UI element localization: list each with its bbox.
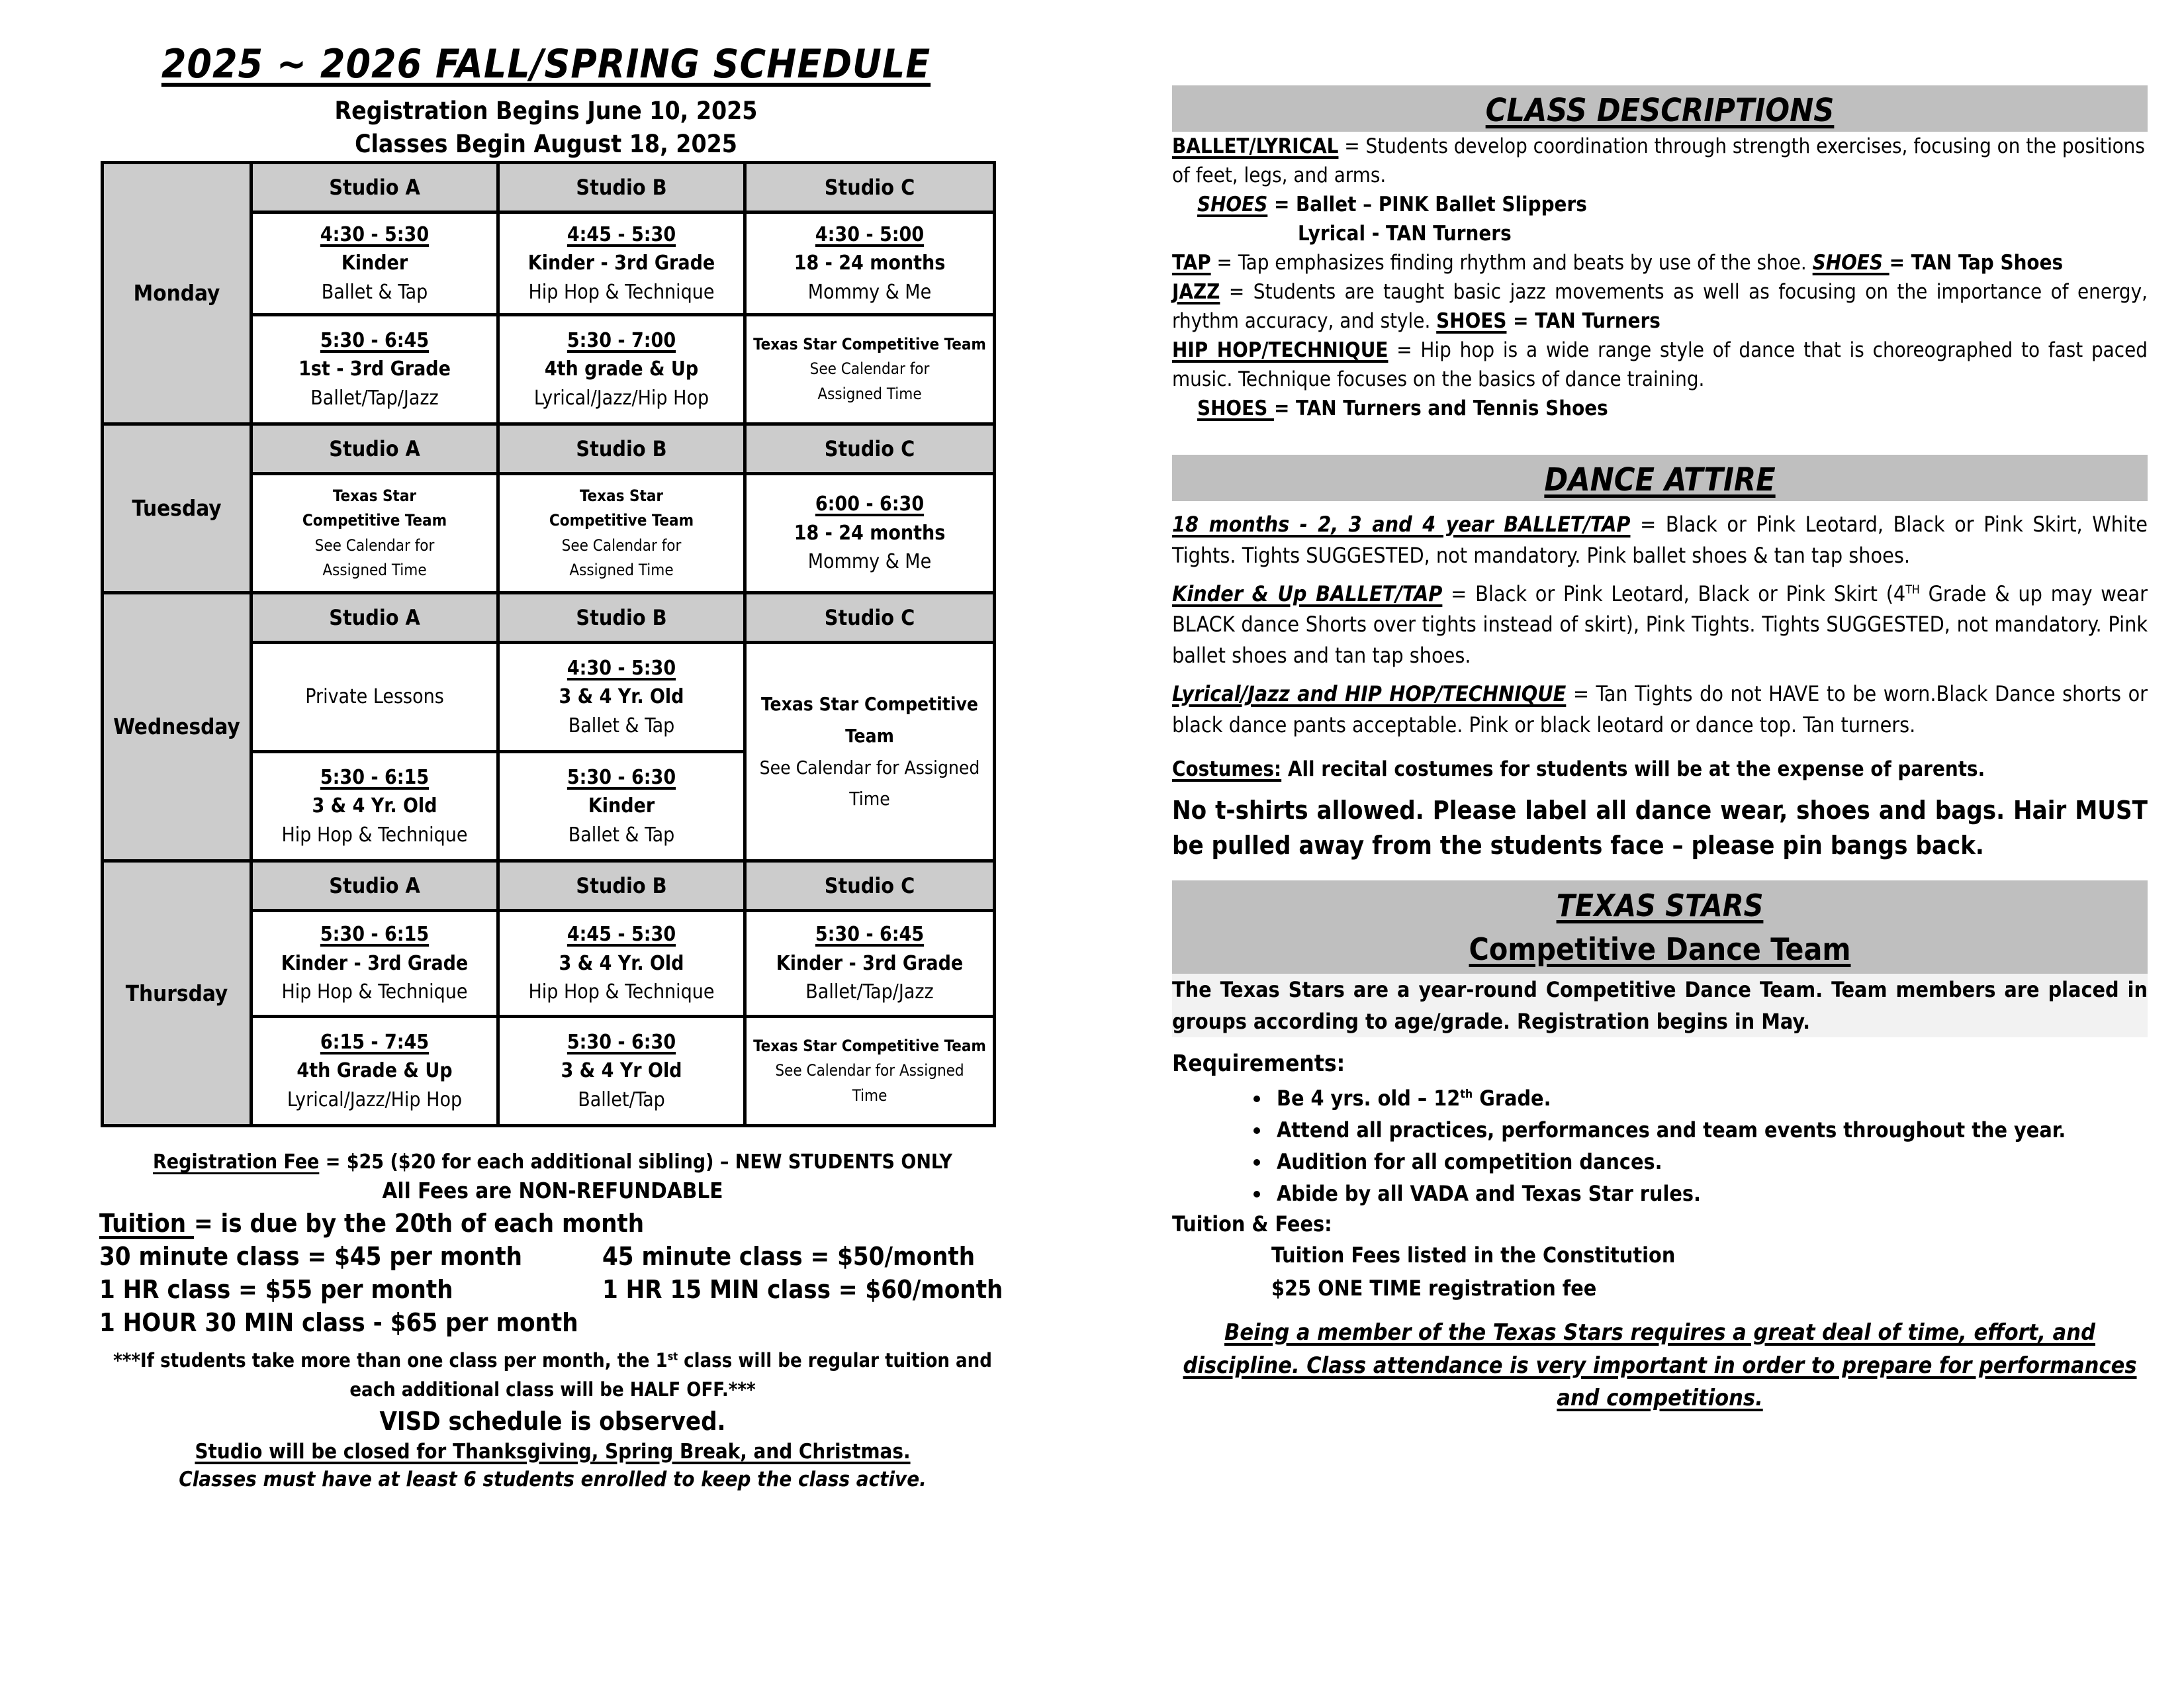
- class-cell: [251, 315, 498, 424]
- tuition-fee-item: Tuition Fees listed in the Constitution: [1271, 1243, 1676, 1268]
- ballet-label: BALLET/LYRICAL: [1172, 134, 1339, 158]
- tuition-fee-item: $25 ONE TIME registration fee: [1271, 1275, 1597, 1301]
- non-refundable-note: All Fees are NON-REFUNDABLE: [382, 1178, 723, 1203]
- class-style: Ballet & Tap: [568, 823, 675, 847]
- class-age: Kinder: [588, 794, 655, 818]
- costumes-label: Costumes:: [1172, 757, 1282, 781]
- registration-begins: Registration Begins June 10, 2025: [334, 97, 758, 125]
- attire-label: 18 months - 2, 3 and 4 year BALLET/TAP: [1172, 512, 1631, 538]
- class-style: Lyrical/Jazz/Hip Hop: [533, 386, 709, 410]
- class-time: 5:30 - 6:15: [320, 923, 430, 947]
- class-style: Mommy & Me: [807, 550, 932, 574]
- class-style: Ballet/Tap: [578, 1088, 665, 1111]
- class-style: Hip Hop & Technique: [528, 280, 715, 304]
- team-name: Texas Star Competitive Team: [753, 335, 986, 354]
- req-text: Grade.: [1473, 1085, 1551, 1111]
- note-text: ***If students take more than one class per month, the 1: [113, 1349, 668, 1372]
- classes-begin: Classes Begin August 18, 2025: [355, 130, 737, 158]
- class-age: 3 & 4 Yr. Old: [559, 951, 684, 975]
- day-label-thursday: Thursday: [103, 861, 251, 1126]
- class-time: 5:30 - 6:30: [567, 1030, 676, 1054]
- class-age: 18 - 24 months: [794, 252, 946, 275]
- class-time: 5:30 - 6:30: [567, 765, 676, 789]
- class-age: Kinder - 3rd Grade: [527, 252, 715, 275]
- registration-fee-label: Registration Fee: [153, 1150, 320, 1174]
- monday-studio-header-row: [103, 163, 995, 212]
- team-name: Texas Star Competitive Team: [753, 1037, 986, 1056]
- shoes-text: = TAN Turners and Tennis Shoes: [1273, 397, 1608, 421]
- class-cell: [498, 643, 745, 752]
- rate-item: 45 minute class = $50/month: [602, 1242, 976, 1271]
- class-cell: [745, 212, 995, 315]
- tuition-label: Tuition: [99, 1209, 194, 1238]
- class-time: 4:30 - 5:00: [815, 222, 925, 246]
- class-age: 4th Grade & Up: [296, 1059, 453, 1083]
- class-style: Ballet/Tap/Jazz: [310, 386, 439, 410]
- shoes-text: = TAN Tap Shoes: [1889, 251, 2064, 275]
- class-cell: [745, 643, 995, 861]
- class-descriptions: [1172, 132, 2148, 423]
- registration-fee: [99, 1150, 1006, 1174]
- class-age: 18 - 24 months: [794, 521, 946, 545]
- rate-item: 1 HOUR 30 MIN class - $65 per month: [99, 1308, 578, 1337]
- class-cell: [251, 212, 498, 315]
- studio-header: Studio C: [745, 861, 995, 911]
- requirements-label: Requirements:: [1172, 1050, 1345, 1077]
- team-note: See Calendar for: [314, 536, 435, 555]
- texas-stars-title: TEXAS STARS: [1556, 888, 1764, 924]
- class-cell: [498, 911, 745, 1017]
- class-age: 4th grade & Up: [544, 357, 699, 381]
- class-time: 4:45 - 5:30: [567, 923, 676, 947]
- class-style: Mommy & Me: [807, 280, 932, 304]
- class-time: 4:45 - 5:30: [567, 222, 676, 246]
- studio-header: Studio C: [745, 163, 995, 212]
- thursday-studio-header-row: [103, 861, 995, 911]
- requirements-list: [1172, 1082, 2148, 1209]
- class-cell: [745, 474, 995, 593]
- shoes-text: = Ballet – PINK Ballet Slippers: [1267, 193, 1587, 217]
- closure-text: Studio will be closed for Thanksgiving, Spring Break, and Christmas.: [195, 1440, 911, 1464]
- class-time: 4:30 - 5:30: [567, 656, 676, 680]
- class-time: 5:30 - 6:15: [320, 765, 430, 789]
- note-sup: st: [667, 1350, 678, 1363]
- costumes-note: [1172, 755, 2148, 784]
- tuesday-studio-header-row: [103, 424, 995, 474]
- class-style: Ballet/Tap/Jazz: [805, 980, 934, 1004]
- tuition-rates: [99, 1242, 1006, 1337]
- class-cell: [498, 752, 745, 861]
- shoes-label: SHOES: [1197, 193, 1268, 217]
- class-time: 6:00 - 6:30: [815, 492, 925, 516]
- class-style: Hip Hop & Technique: [281, 823, 468, 847]
- list-item: • Audition for all competition dances.: [1271, 1146, 2148, 1178]
- day-label-wednesday: Wednesday: [103, 593, 251, 861]
- attire-text: = Black or Pink Leotard, Black or Pink Skirt (4: [1442, 581, 1906, 606]
- hiphop-label: HIP HOP/TECHNIQUE: [1172, 338, 1388, 363]
- schedule-title: 2025 ~ 2026 FALL/SPRING SCHEDULE: [161, 41, 931, 87]
- day-label-tuesday: Tuesday: [103, 424, 251, 593]
- team-name: Texas Star Competitive Team: [761, 693, 978, 747]
- studio-header: Studio B: [498, 861, 745, 911]
- visd-note: VISD schedule is observed.: [379, 1407, 726, 1436]
- class-time: 4:30 - 5:30: [320, 222, 430, 246]
- class-style: Ballet & Tap: [321, 280, 428, 304]
- costumes-text: All recital costumes for students will be at the expense of parents.: [1281, 757, 1985, 781]
- studio-header: Studio C: [745, 593, 995, 643]
- req-text: Be 4 yrs. old – 12: [1277, 1085, 1461, 1111]
- class-cell: [498, 212, 745, 315]
- minimum-enrollment-note: Classes must have at least 6 students enrolled to keep the class active.: [179, 1468, 927, 1491]
- shoes-label: SHOES: [1812, 251, 1889, 275]
- class-style: Lyrical/Jazz/Hip Hop: [287, 1088, 463, 1111]
- req-sup: th: [1460, 1087, 1473, 1101]
- rate-item: 1 HR class = $55 per month: [99, 1275, 453, 1304]
- attire-sup: TH: [1905, 583, 1920, 597]
- shoes-text: = TAN Turners: [1506, 309, 1661, 334]
- class-cell: [251, 643, 498, 752]
- class-age: Kinder: [341, 252, 408, 275]
- class-cell: [251, 911, 498, 1017]
- class-time: 5:30 - 6:45: [320, 328, 430, 352]
- class-cell: [498, 474, 745, 593]
- class-style: Private Lessons: [305, 685, 444, 709]
- studio-header: Studio B: [498, 424, 745, 474]
- info-column: [1172, 85, 2148, 1415]
- tap-text: = Tap emphasizes finding rhythm and beats by use of the shoe.: [1210, 251, 1813, 275]
- class-time: 5:30 - 7:00: [567, 328, 676, 352]
- class-style: Hip Hop & Technique: [281, 980, 468, 1004]
- team-note: Time: [852, 1086, 887, 1105]
- class-age: 3 & 4 Yr. Old: [559, 685, 684, 709]
- lyrical-shoes: Lyrical - TAN Turners: [1298, 222, 1512, 246]
- studio-header: Studio C: [745, 424, 995, 474]
- team-note: Assigned Time: [569, 560, 674, 579]
- class-cell: [251, 752, 498, 861]
- studio-header: Studio A: [251, 424, 498, 474]
- tap-label: TAP: [1172, 251, 1211, 275]
- class-age: 3 & 4 Yr Old: [561, 1059, 682, 1083]
- attire-item: [1172, 579, 2148, 671]
- tap-description: [1172, 248, 2148, 277]
- rate-item: 1 HR 15 MIN class = $60/month: [602, 1275, 1003, 1304]
- studio-header: Studio A: [251, 163, 498, 212]
- tuition-due: [99, 1209, 1006, 1238]
- texas-stars-subtitle: Competitive Dance Team: [1469, 931, 1851, 967]
- ballet-description: [1172, 132, 2148, 190]
- class-cell: [745, 315, 995, 424]
- multi-class-note: [99, 1346, 1006, 1404]
- list-item: • Abide by all VADA and Texas Star rules.: [1271, 1178, 2148, 1209]
- class-age: 3 & 4 Yr. Old: [312, 794, 437, 818]
- attire-label: Lyrical/Jazz and HIP HOP/TECHNIQUE: [1172, 681, 1567, 707]
- attire-text: Grade & up may wear BLACK dance Shorts over tights instead of skirt), Pink Tights. Tights SUGGESTED, not mandatory. Pink ballet shoes and tan tap shoes.: [1172, 581, 2148, 668]
- tuition-text: = is due by the 20th of each month: [193, 1209, 645, 1238]
- texas-stars-heading: [1172, 880, 2148, 974]
- class-cell: [745, 1017, 995, 1126]
- team-note: See Calendar for Assigned Time: [759, 756, 980, 810]
- registration-fee-text: = $25 ($20 for each additional sibling) – NEW STUDENTS ONLY: [319, 1150, 952, 1174]
- class-age: 1st - 3rd Grade: [298, 357, 451, 381]
- class-time: 6:15 - 7:45: [320, 1030, 430, 1054]
- list-item: [1271, 1082, 2148, 1114]
- rate-item: 30 minute class = $45 per month: [99, 1242, 522, 1271]
- commitment-note: Being a member of the Texas Stars requires a great deal of time, effort, and discipline. Class attendance is very important in order to prepare for performances and competitions.: [1183, 1319, 2137, 1411]
- closure-note: [99, 1440, 1006, 1464]
- jazz-text: = Students are taught basic jazz movements as well as focusing on the importance of energy, rhythm accuracy, and style.: [1172, 280, 2148, 334]
- dance-attire: [1172, 509, 2148, 740]
- attire-text: = Tan Tights do not HAVE to be worn.Black Dance shorts or black dance pants acceptable. Pink or black leotard or dance top. Tan turners.: [1172, 681, 2148, 737]
- hiphop-shoes: [1172, 394, 2148, 423]
- studio-header: Studio A: [251, 861, 498, 911]
- class-cell: [251, 474, 498, 593]
- class-age: Kinder - 3rd Grade: [281, 951, 469, 975]
- class-age: Kinder - 3rd Grade: [776, 951, 964, 975]
- schedule-table: [101, 161, 996, 1127]
- shoes-label: SHOES: [1197, 397, 1274, 421]
- shoes-label: SHOES: [1436, 309, 1507, 334]
- team-note: Assigned Time: [817, 384, 922, 403]
- class-style: Hip Hop & Technique: [528, 980, 715, 1004]
- jazz-description: [1172, 277, 2148, 336]
- ballet-text: = Students develop coordination through strength exercises, focusing on the positions of feet, legs, and arms.: [1172, 134, 2145, 188]
- attire-label: Kinder & Up BALLET/TAP: [1172, 581, 1443, 606]
- wednesday-studio-header-row: [103, 593, 995, 643]
- class-cell: [251, 1017, 498, 1126]
- team-name: Texas Star: [332, 487, 417, 506]
- ballet-shoes: [1172, 190, 2148, 219]
- jazz-label: JAZZ: [1172, 280, 1220, 305]
- attire-item: [1172, 679, 2148, 740]
- team-name: Competitive Team: [302, 511, 447, 530]
- team-name: Competitive Team: [549, 511, 694, 530]
- class-descriptions-heading: CLASS DESCRIPTIONS: [1172, 85, 2148, 132]
- class-time: 5:30 - 6:45: [815, 923, 925, 947]
- note-text: class will be regular tuition and each additional class will be HALF OFF.***: [349, 1349, 992, 1401]
- studio-header: Studio B: [498, 163, 745, 212]
- team-note: See Calendar for: [809, 359, 930, 379]
- studio-header: Studio A: [251, 593, 498, 643]
- dress-rules: No t-shirts allowed. Please label all dance wear, shoes and bags. Hair MUST be pulled away from the students face – please pin bangs back.: [1172, 795, 2148, 861]
- attire-item: [1172, 509, 2148, 571]
- team-note: Assigned Time: [322, 560, 427, 579]
- team-name: Texas Star: [579, 487, 664, 506]
- studio-header: Studio B: [498, 593, 745, 643]
- hiphop-text: = Hip hop is a wide range style of dance that is choreographed to fast paced music. Technique focuses on the basics of dance training.: [1172, 338, 2148, 392]
- team-note: See Calendar for: [561, 536, 682, 555]
- attire-text: = Black or Pink Leotard, Black or Pink Skirt, White Tights. Tights SUGGESTED, not mandatory. Pink ballet shoes & tan tap shoes.: [1172, 512, 2148, 568]
- dance-attire-heading: DANCE ATTIRE: [1172, 455, 2148, 501]
- hiphop-description: [1172, 336, 2148, 394]
- fees-section: [99, 1150, 1006, 1491]
- class-cell: [498, 315, 745, 424]
- day-label-monday: Monday: [103, 163, 251, 424]
- class-cell: [745, 911, 995, 1017]
- texas-stars-intro: The Texas Stars are a year-round Competitive Dance Team. Team members are placed in groups according to age/grade. Registration begins in May.: [1172, 974, 2148, 1037]
- list-item: • Attend all practices, performances and team events throughout the year.: [1271, 1114, 2148, 1146]
- team-note: See Calendar for Assigned: [775, 1061, 964, 1080]
- class-style: Ballet & Tap: [568, 714, 675, 737]
- tuition-fees-label: Tuition & Fees:: [1172, 1211, 1332, 1237]
- class-cell: [498, 1017, 745, 1126]
